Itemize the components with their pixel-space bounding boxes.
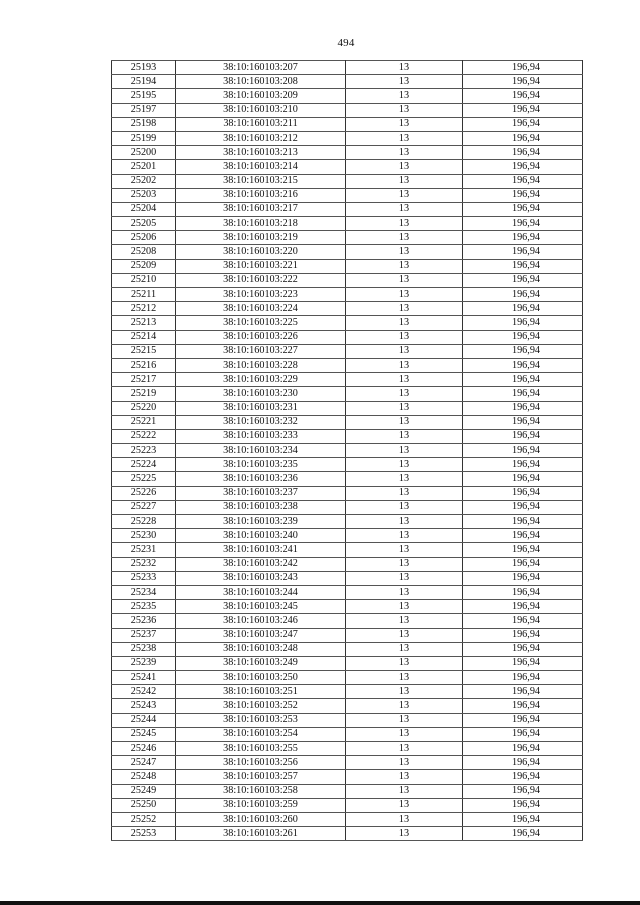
value-cell: 196,94 — [463, 217, 583, 231]
cadastral-number-cell: 38:10:160103:237 — [176, 486, 346, 500]
cadastral-number-cell: 38:10:160103:222 — [176, 273, 346, 287]
table-row — [112, 117, 583, 131]
row-id-cell: 25215 — [112, 344, 176, 358]
table-row — [112, 529, 583, 543]
table-row — [112, 146, 583, 160]
value-cell: 196,94 — [463, 146, 583, 160]
cadastral-number-cell: 38:10:160103:208 — [176, 75, 346, 89]
value-cell: 196,94 — [463, 117, 583, 131]
quantity-cell: 13 — [346, 288, 463, 302]
row-id-cell: 25252 — [112, 812, 176, 826]
table-row — [112, 245, 583, 259]
cadastral-number-cell: 38:10:160103:247 — [176, 628, 346, 642]
row-id-cell: 25221 — [112, 415, 176, 429]
quantity-cell: 13 — [346, 202, 463, 216]
quantity-cell: 13 — [346, 401, 463, 415]
cadastral-number-cell: 38:10:160103:234 — [176, 444, 346, 458]
row-id-cell: 25246 — [112, 742, 176, 756]
value-cell: 196,94 — [463, 387, 583, 401]
table-row — [112, 75, 583, 89]
value-cell: 196,94 — [463, 202, 583, 216]
quantity-cell: 13 — [346, 444, 463, 458]
cadastral-number-cell: 38:10:160103:254 — [176, 727, 346, 741]
cadastral-number-cell: 38:10:160103:248 — [176, 642, 346, 656]
page-number: 494 — [337, 37, 355, 49]
row-id-cell: 25197 — [112, 103, 176, 117]
table-row — [112, 742, 583, 756]
row-id-cell: 25250 — [112, 798, 176, 812]
value-cell: 196,94 — [463, 231, 583, 245]
table-row — [112, 699, 583, 713]
value-cell: 196,94 — [463, 188, 583, 202]
cadastral-number-cell: 38:10:160103:257 — [176, 770, 346, 784]
table-row — [112, 401, 583, 415]
cadastral-number-cell: 38:10:160103:225 — [176, 316, 346, 330]
quantity-cell: 13 — [346, 217, 463, 231]
quantity-cell: 13 — [346, 188, 463, 202]
value-cell: 196,94 — [463, 429, 583, 443]
value-cell: 196,94 — [463, 685, 583, 699]
cadastral-number-cell: 38:10:160103:246 — [176, 614, 346, 628]
table-row — [112, 486, 583, 500]
row-id-cell: 25206 — [112, 231, 176, 245]
value-cell: 196,94 — [463, 699, 583, 713]
row-id-cell: 25195 — [112, 89, 176, 103]
quantity-cell: 13 — [346, 600, 463, 614]
row-id-cell: 25235 — [112, 600, 176, 614]
cadastral-number-cell: 38:10:160103:259 — [176, 798, 346, 812]
cadastral-number-cell: 38:10:160103:212 — [176, 131, 346, 145]
value-cell: 196,94 — [463, 543, 583, 557]
table-row — [112, 458, 583, 472]
quantity-cell: 13 — [346, 146, 463, 160]
value-cell: 196,94 — [463, 103, 583, 117]
row-id-cell: 25205 — [112, 217, 176, 231]
table-row — [112, 217, 583, 231]
value-cell: 196,94 — [463, 472, 583, 486]
value-cell: 196,94 — [463, 642, 583, 656]
row-id-cell: 25199 — [112, 131, 176, 145]
value-cell: 196,94 — [463, 288, 583, 302]
table-row — [112, 713, 583, 727]
table-row — [112, 288, 583, 302]
quantity-cell: 13 — [346, 557, 463, 571]
quantity-cell: 13 — [346, 103, 463, 117]
cadastral-number-cell: 38:10:160103:241 — [176, 543, 346, 557]
row-id-cell: 25208 — [112, 245, 176, 259]
quantity-cell: 13 — [346, 231, 463, 245]
data-table — [111, 60, 583, 841]
quantity-cell: 13 — [346, 486, 463, 500]
row-id-cell: 25223 — [112, 444, 176, 458]
table-row — [112, 614, 583, 628]
cadastral-number-cell: 38:10:160103:214 — [176, 160, 346, 174]
value-cell: 196,94 — [463, 784, 583, 798]
row-id-cell: 25242 — [112, 685, 176, 699]
cadastral-number-cell: 38:10:160103:231 — [176, 401, 346, 415]
row-id-cell: 25194 — [112, 75, 176, 89]
cadastral-number-cell: 38:10:160103:243 — [176, 571, 346, 585]
quantity-cell: 13 — [346, 571, 463, 585]
cadastral-number-cell: 38:10:160103:210 — [176, 103, 346, 117]
quantity-cell: 13 — [346, 316, 463, 330]
quantity-cell: 13 — [346, 614, 463, 628]
row-id-cell: 25247 — [112, 756, 176, 770]
value-cell: 196,94 — [463, 529, 583, 543]
row-id-cell: 25231 — [112, 543, 176, 557]
data-table-container — [111, 60, 582, 841]
scan-edge-bar — [0, 901, 640, 905]
row-id-cell: 25226 — [112, 486, 176, 500]
quantity-cell: 13 — [346, 273, 463, 287]
value-cell: 196,94 — [463, 358, 583, 372]
table-row — [112, 628, 583, 642]
cadastral-number-cell: 38:10:160103:233 — [176, 429, 346, 443]
value-cell: 196,94 — [463, 344, 583, 358]
table-row — [112, 685, 583, 699]
value-cell: 196,94 — [463, 259, 583, 273]
row-id-cell: 25203 — [112, 188, 176, 202]
row-id-cell: 25249 — [112, 784, 176, 798]
row-id-cell: 25238 — [112, 642, 176, 656]
cadastral-number-cell: 38:10:160103:235 — [176, 458, 346, 472]
row-id-cell: 25248 — [112, 770, 176, 784]
row-id-cell: 25204 — [112, 202, 176, 216]
table-row — [112, 174, 583, 188]
table-row — [112, 600, 583, 614]
cadastral-number-cell: 38:10:160103:221 — [176, 259, 346, 273]
value-cell: 196,94 — [463, 500, 583, 514]
quantity-cell: 13 — [346, 742, 463, 756]
quantity-cell: 13 — [346, 713, 463, 727]
cadastral-number-cell: 38:10:160103:227 — [176, 344, 346, 358]
cadastral-number-cell: 38:10:160103:242 — [176, 557, 346, 571]
cadastral-number-cell: 38:10:160103:253 — [176, 713, 346, 727]
row-id-cell: 25236 — [112, 614, 176, 628]
value-cell: 196,94 — [463, 273, 583, 287]
row-id-cell: 25222 — [112, 429, 176, 443]
row-id-cell: 25227 — [112, 500, 176, 514]
quantity-cell: 13 — [346, 642, 463, 656]
value-cell: 196,94 — [463, 671, 583, 685]
table-row — [112, 812, 583, 826]
row-id-cell: 25225 — [112, 472, 176, 486]
row-id-cell: 25244 — [112, 713, 176, 727]
cadastral-number-cell: 38:10:160103:249 — [176, 656, 346, 670]
value-cell: 196,94 — [463, 415, 583, 429]
quantity-cell: 13 — [346, 827, 463, 841]
value-cell: 196,94 — [463, 727, 583, 741]
value-cell: 196,94 — [463, 160, 583, 174]
cadastral-number-cell: 38:10:160103:232 — [176, 415, 346, 429]
row-id-cell: 25201 — [112, 160, 176, 174]
row-id-cell: 25198 — [112, 117, 176, 131]
row-id-cell: 25245 — [112, 727, 176, 741]
value-cell: 196,94 — [463, 245, 583, 259]
cadastral-number-cell: 38:10:160103:217 — [176, 202, 346, 216]
cadastral-number-cell: 38:10:160103:220 — [176, 245, 346, 259]
cadastral-number-cell: 38:10:160103:244 — [176, 585, 346, 599]
quantity-cell: 13 — [346, 458, 463, 472]
row-id-cell: 25241 — [112, 671, 176, 685]
table-row — [112, 500, 583, 514]
quantity-cell: 13 — [346, 798, 463, 812]
value-cell: 196,94 — [463, 131, 583, 145]
value-cell: 196,94 — [463, 742, 583, 756]
cadastral-number-cell: 38:10:160103:236 — [176, 472, 346, 486]
quantity-cell: 13 — [346, 373, 463, 387]
quantity-cell: 13 — [346, 245, 463, 259]
cadastral-number-cell: 38:10:160103:213 — [176, 146, 346, 160]
row-id-cell: 25239 — [112, 656, 176, 670]
cadastral-number-cell: 38:10:160103:215 — [176, 174, 346, 188]
cadastral-number-cell: 38:10:160103:211 — [176, 117, 346, 131]
row-id-cell: 25253 — [112, 827, 176, 841]
value-cell: 196,94 — [463, 302, 583, 316]
table-row — [112, 373, 583, 387]
table-row — [112, 543, 583, 557]
cadastral-number-cell: 38:10:160103:219 — [176, 231, 346, 245]
quantity-cell: 13 — [346, 160, 463, 174]
row-id-cell: 25210 — [112, 273, 176, 287]
value-cell: 196,94 — [463, 75, 583, 89]
value-cell: 196,94 — [463, 827, 583, 841]
row-id-cell: 25243 — [112, 699, 176, 713]
table-row — [112, 89, 583, 103]
cadastral-number-cell: 38:10:160103:240 — [176, 529, 346, 543]
value-cell: 196,94 — [463, 770, 583, 784]
quantity-cell: 13 — [346, 429, 463, 443]
quantity-cell: 13 — [346, 472, 463, 486]
value-cell: 196,94 — [463, 614, 583, 628]
value-cell: 196,94 — [463, 174, 583, 188]
cadastral-number-cell: 38:10:160103:245 — [176, 600, 346, 614]
value-cell: 196,94 — [463, 600, 583, 614]
cadastral-number-cell: 38:10:160103:239 — [176, 515, 346, 529]
row-id-cell: 25209 — [112, 259, 176, 273]
row-id-cell: 25214 — [112, 330, 176, 344]
quantity-cell: 13 — [346, 756, 463, 770]
value-cell: 196,94 — [463, 330, 583, 344]
cadastral-number-cell: 38:10:160103:255 — [176, 742, 346, 756]
quantity-cell: 13 — [346, 543, 463, 557]
table-row — [112, 827, 583, 841]
value-cell: 196,94 — [463, 571, 583, 585]
table-row — [112, 160, 583, 174]
table-row — [112, 259, 583, 273]
value-cell: 196,94 — [463, 458, 583, 472]
cadastral-number-cell: 38:10:160103:252 — [176, 699, 346, 713]
row-id-cell: 25216 — [112, 358, 176, 372]
row-id-cell: 25211 — [112, 288, 176, 302]
row-id-cell: 25212 — [112, 302, 176, 316]
quantity-cell: 13 — [346, 585, 463, 599]
quantity-cell: 13 — [346, 812, 463, 826]
row-id-cell: 25202 — [112, 174, 176, 188]
table-row — [112, 472, 583, 486]
quantity-cell: 13 — [346, 671, 463, 685]
quantity-cell: 13 — [346, 174, 463, 188]
row-id-cell: 25224 — [112, 458, 176, 472]
table-row — [112, 316, 583, 330]
table-row — [112, 756, 583, 770]
value-cell: 196,94 — [463, 89, 583, 103]
quantity-cell: 13 — [346, 358, 463, 372]
value-cell: 196,94 — [463, 316, 583, 330]
row-id-cell: 25233 — [112, 571, 176, 585]
row-id-cell: 25230 — [112, 529, 176, 543]
value-cell: 196,94 — [463, 373, 583, 387]
table-row — [112, 330, 583, 344]
row-id-cell: 25237 — [112, 628, 176, 642]
table-row — [112, 727, 583, 741]
quantity-cell: 13 — [346, 89, 463, 103]
value-cell: 196,94 — [463, 401, 583, 415]
cadastral-number-cell: 38:10:160103:250 — [176, 671, 346, 685]
table-row — [112, 770, 583, 784]
row-id-cell: 25217 — [112, 373, 176, 387]
row-id-cell: 25219 — [112, 387, 176, 401]
table-row — [112, 273, 583, 287]
quantity-cell: 13 — [346, 529, 463, 543]
quantity-cell: 13 — [346, 415, 463, 429]
value-cell: 196,94 — [463, 713, 583, 727]
table-row — [112, 444, 583, 458]
cadastral-number-cell: 38:10:160103:218 — [176, 217, 346, 231]
quantity-cell: 13 — [346, 131, 463, 145]
table-row — [112, 231, 583, 245]
value-cell: 196,94 — [463, 812, 583, 826]
cadastral-number-cell: 38:10:160103:261 — [176, 827, 346, 841]
row-id-cell: 25200 — [112, 146, 176, 160]
cadastral-number-cell: 38:10:160103:238 — [176, 500, 346, 514]
row-id-cell: 25213 — [112, 316, 176, 330]
table-row — [112, 671, 583, 685]
cadastral-number-cell: 38:10:160103:226 — [176, 330, 346, 344]
cadastral-number-cell: 38:10:160103:230 — [176, 387, 346, 401]
value-cell: 196,94 — [463, 61, 583, 75]
quantity-cell: 13 — [346, 699, 463, 713]
value-cell: 196,94 — [463, 798, 583, 812]
cadastral-number-cell: 38:10:160103:223 — [176, 288, 346, 302]
quantity-cell: 13 — [346, 344, 463, 358]
table-row — [112, 784, 583, 798]
quantity-cell: 13 — [346, 685, 463, 699]
table-row — [112, 571, 583, 585]
value-cell: 196,94 — [463, 756, 583, 770]
row-id-cell: 25220 — [112, 401, 176, 415]
row-id-cell: 25234 — [112, 585, 176, 599]
table-row — [112, 415, 583, 429]
table-row — [112, 358, 583, 372]
quantity-cell: 13 — [346, 500, 463, 514]
quantity-cell: 13 — [346, 628, 463, 642]
value-cell: 196,94 — [463, 444, 583, 458]
row-id-cell: 25228 — [112, 515, 176, 529]
cadastral-number-cell: 38:10:160103:216 — [176, 188, 346, 202]
quantity-cell: 13 — [346, 770, 463, 784]
cadastral-number-cell: 38:10:160103:224 — [176, 302, 346, 316]
value-cell: 196,94 — [463, 585, 583, 599]
table-body — [112, 61, 583, 841]
table-row — [112, 202, 583, 216]
cadastral-number-cell: 38:10:160103:258 — [176, 784, 346, 798]
table-row — [112, 515, 583, 529]
quantity-cell: 13 — [346, 75, 463, 89]
table-row — [112, 429, 583, 443]
cadastral-number-cell: 38:10:160103:260 — [176, 812, 346, 826]
cadastral-number-cell: 38:10:160103:229 — [176, 373, 346, 387]
row-id-cell: 25232 — [112, 557, 176, 571]
table-row — [112, 656, 583, 670]
quantity-cell: 13 — [346, 784, 463, 798]
table-row — [112, 557, 583, 571]
cadastral-number-cell: 38:10:160103:207 — [176, 61, 346, 75]
row-id-cell: 25193 — [112, 61, 176, 75]
cadastral-number-cell: 38:10:160103:256 — [176, 756, 346, 770]
table-row — [112, 585, 583, 599]
quantity-cell: 13 — [346, 387, 463, 401]
value-cell: 196,94 — [463, 486, 583, 500]
quantity-cell: 13 — [346, 330, 463, 344]
quantity-cell: 13 — [346, 727, 463, 741]
value-cell: 196,94 — [463, 628, 583, 642]
value-cell: 196,94 — [463, 515, 583, 529]
table-row — [112, 642, 583, 656]
quantity-cell: 13 — [346, 515, 463, 529]
quantity-cell: 13 — [346, 656, 463, 670]
cadastral-number-cell: 38:10:160103:251 — [176, 685, 346, 699]
table-row — [112, 387, 583, 401]
cadastral-number-cell: 38:10:160103:209 — [176, 89, 346, 103]
quantity-cell: 13 — [346, 117, 463, 131]
table-row — [112, 61, 583, 75]
value-cell: 196,94 — [463, 656, 583, 670]
cadastral-number-cell: 38:10:160103:228 — [176, 358, 346, 372]
table-row — [112, 798, 583, 812]
table-row — [112, 344, 583, 358]
table-row — [112, 188, 583, 202]
quantity-cell: 13 — [346, 302, 463, 316]
quantity-cell: 13 — [346, 259, 463, 273]
quantity-cell: 13 — [346, 61, 463, 75]
table-row — [112, 103, 583, 117]
table-row — [112, 302, 583, 316]
value-cell: 196,94 — [463, 557, 583, 571]
table-row — [112, 131, 583, 145]
